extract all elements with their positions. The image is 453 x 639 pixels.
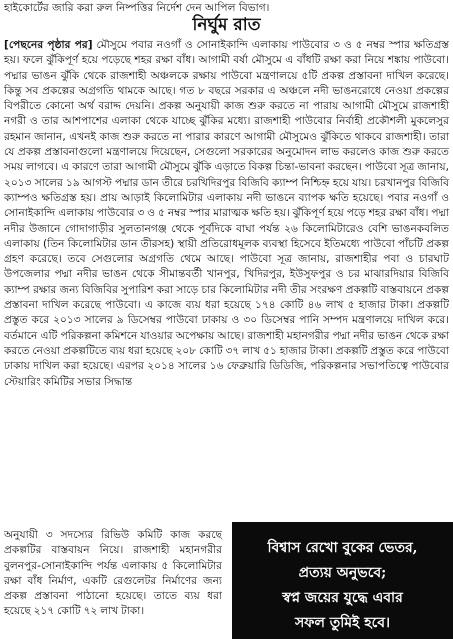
article-paragraph-continued: অনুযায়ী ৩ সদস্যের রিভিউ কমিটি কাজ করছে প্রকল্পটির বাস্তবায়ন নিয়ে। রাজশাহী মহানগরীর বুলনপুর-সোনাইকান্দি পর্যন্ত এলাকায় ৫ কিলোমিটার রক্ষা বাঁধ নির্মাণ, একটি রেগুলেটর নির্মাণের জন্য প্রকল্প প্রস্তাবনা পাঠানো হয়েছে। তাতে ব্যয় ধরা হয়েছে ২১৭ কোটি ৭২ লাখ টাকা।: [4, 529, 222, 618]
quote-line-2: প্রত্যয় অনুভবে;: [298, 565, 387, 581]
article-text: মৌসুমে পবার নওগাঁ ও সোনাইকান্দি এলাকায় পাউবোর ৩ ও ৫ নম্বর স্পার ক্ষতিগ্রস্ত হয়। ফলে ঝুঁকিপূর্ণ হয়ে পড়েছে শহর রক্ষা বাঁধ। আগামী বর্ষা মৌসুমে এ বাঁধটি রক্ষা করা নিয়ে শঙ্কায় পাউবো। পদ্মার ভাঙন ঝুঁকি থেকে রাজশাহী অঞ্চলকে রক্ষায় পাউবো মন্ত্রণালয়ে ৫টি প্রকল্প প্রস্তাবনা দাখিল করেছে। কিন্তু সব প্রকল্পের অগ্রগতি থামকে আছে। গত ৮ বছরে সরকার এ অঞ্চলে নদী ভাঙনরোধে নেওয়া প্রকল্পের বিপরীতে কোনো অর্থ বরাদ্দ দেয়নি। প্রকল্প অনুযায়ী কাজ শুরু করতে না পারায় আগামী মৌসুমে রাজশাহী নগরী ও তার আশপাশের এলাকা থেকে যাচ্ছে ঝুঁকির মধ্যে। রাজশাহী পাউবোর নির্বাহী প্রকৌশলী মুকলেসুর রহমান জানান, এখনই কাজ শুরু করতে না পারার কারণে আগামী মৌসুমেও ঝুঁকিতে থাকবে রাজশাহী। তারা যে প্রকল্প প্রস্তাবনাগুলো মন্ত্রণালয়ে দিয়েছেন, সেগুলো সরকারের অনুমোদন লাভ করলেও কাজ শুরু করতে সময় লাগবে। এ কারণে তারা আগামী মৌসুমে ঝুঁকি এড়াতে বিকল্প চিন্তা-ভাবনা করছেন। পাউবো সূত্র জানায়, ২০১৩ সালের ১৯ আগস্ট পদ্মার ডান তীরে চরখিদিরপুর বিজিবি ক্যাম্প নিশ্চিহ্ন হয়ে যায়। চরখানপুর বিজিবি ক্যাম্পও ক্ষতিগ্রস্ত হয়। প্রায় আড়াই কিলোমিটার এলাকায় নদী ভাঙনে ব্যাপক ক্ষতি হয়েছে। পবার নওগাঁ ও সোনাইকান্দি এলাকায় পাউবোর ৩ ও ৫ নম্বর স্পার মারাত্মক ক্ষতি হয়। ঝুঁকিপূর্ণ হয়ে পড়ে শহর রক্ষা বাঁধ। পদ্মা নদীর উজানে গোদাগাড়ীর সুলতানগঞ্জ থেকে পূর্বদিকে বাঘা পর্যন্ত ২৬ কিলোমিটারেও বেশি ভাঙনকবলিত এলাকায় (তিন কিলোমিটার ডান তীরসহ) স্থায়ী প্রতিরোধমূলক ব্যবস্থা হিসেবে ইতিমধ্যে পাউবো পাঁচটি প্রকল্প গ্রহণ করেছে। তবে সেগুলোর অগ্রগতি থেমে আছে। পাউবো সূত্র জানায়, রাজশাহীর পবা ও চারঘাট উপজেলার পদ্মা নদীর ভাঙন থেকে সীমান্তবর্তী খানপুর, খিদিরপুর, ইউসুফপুর ও চর মাঝারদিয়ার বিজিবি ক্যাম্প রক্ষার জন্য বিজিবির সুপারিশ করা সাড়ে চার কিলোমিটার নদী তীর সংরক্ষণ প্রকল্পটি বাস্তবায়নে প্রকল্প প্রস্তাবনা দাখিল করেছে পাউবো। এ কাজে ব্যয় ধরা হয়েছে ১৭৪ কোটি ৪৬ লাখ ৫ হাজার টাকা। প্রকল্পটি প্রস্তুত করে ২০১৩ সালের ৯ ডিসেম্বর পাউবো ঢাকায় ও ৩০ ডিসেম্বর পানি সম্পদ মন্ত্রণালয়ে দাখিল করে। বর্তমানে এটি পরিকল্পনা কমিশনে যাওয়ার অপেক্ষায় আছে। রাজশাহী মহানগরীর পদ্মা নদীর ভাঙন থেকে রক্ষা করতে নেওয়া প্রকল্পটিতে ব্যয় ধরা হয়েছে ২০৮ কোটি ৩৭ লাখ ৫১ হাজার টাকা। প্রকল্পটি প্রস্তুত করে পাউবো ঢাকায় দাখিল করা হয়েছে। এরপর ২০১৪ সালের ১৬ ফেব্রুয়ারি ডিডিজি, পরিকল্পনার সভাপতিত্বে পাউবোর স্টেয়ারিং কমিটির সভার সিদ্ধান্ত: [4, 39, 450, 388]
quote-line-4: সফল তুমিই হবে।: [294, 615, 390, 631]
quote-box: [232, 522, 453, 639]
previous-article-tail: হাইকোর্টের জারি করা রুল নিষ্পত্তির নির্দেশ দেন আপিল বিভাগ।: [4, 2, 270, 14]
article-paragraph: [4, 38, 449, 390]
quote-line-1: বিশ্বাস রেখো বুকের ভেতর,: [267, 540, 418, 556]
article-body-continued: [4, 528, 222, 620]
article-body: [4, 38, 449, 390]
quote-line-3: স্বপ্ন জয়ের যুদ্ধে এবার: [282, 590, 403, 606]
continuation-tag: [পেছনের পৃষ্ঠার পর]: [4, 39, 93, 51]
headline: নির্ঘুম রাত: [192, 15, 261, 35]
